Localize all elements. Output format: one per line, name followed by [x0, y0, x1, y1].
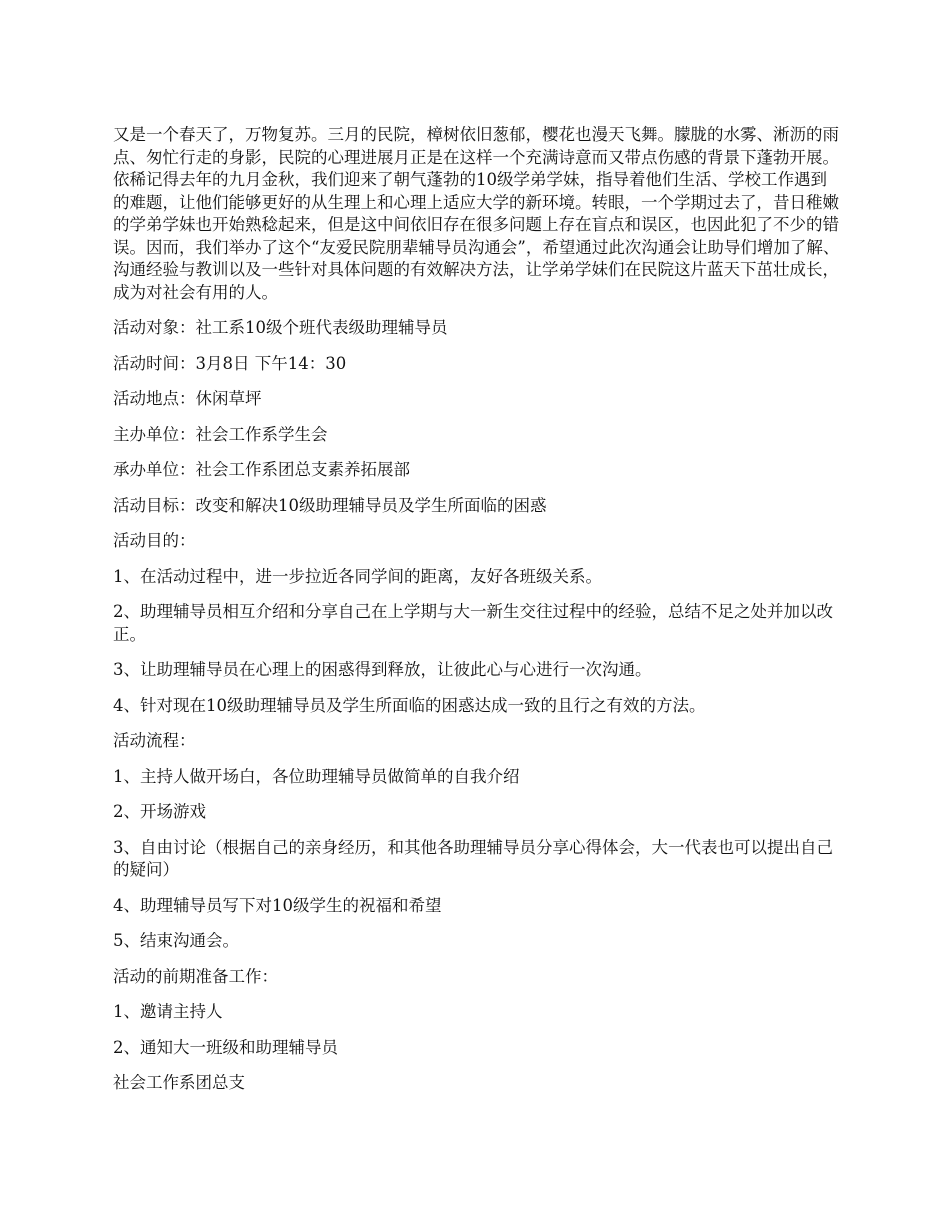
prep-item: 2、通知大一班级和助理辅导员 — [113, 1037, 338, 1057]
flow-item: 4、助理辅导员写下对10级学生的祝福和希望 — [113, 895, 442, 915]
prep-heading: 活动的前期准备工作： — [113, 966, 278, 986]
prep-item: 1、邀请主持人 — [113, 1002, 223, 1021]
purpose-item: 4、针对现在10级助理辅导员及学生所面临的困惑达成一致的且行之有效的方法。 — [113, 695, 706, 715]
flow-item: 5、结束沟通会。 — [113, 931, 239, 950]
activity-goal: 活动目标：改变和解决10级助理辅导员及学生所面临的困惑 — [113, 495, 547, 515]
organizer-unit: 承办单位：社会工作系团总支素养拓展部 — [113, 460, 410, 479]
document-body — [113, 124, 841, 1108]
purpose-heading: 活动目的： — [113, 531, 196, 550]
signature: 社会工作系团总支 — [113, 1073, 245, 1092]
activity-target: 活动对象：社工系10级个班代表级助理辅导员 — [113, 318, 448, 337]
flow-item: 2、开场游戏 — [113, 802, 206, 821]
flow-heading: 活动流程： — [113, 731, 196, 750]
host-unit: 主办单位：社会工作系学生会 — [113, 424, 328, 444]
intro-paragraph: 又是一个春天了，万物复苏。三月的民院，樟树依旧葱郁，樱花也漫天飞舞。朦胧的水雾、淅沥的雨点、匆忙行走的身影，民院的心理进展月正是在这样一个充满诗意而又带点伤感的背景下蓬勃开展。依稀记得去年的九月金秋，我们迎来了朝气蓬勃的10级学弟学妹，指导着他们生活、学校工作遇到的难题，让他们能够更好的从生理上和心理上适应大学的新环境。转眼，一个学期过去了，昔日稚嫩的学弟学妹也开始熟稔起来，但是这中间依旧存在很多问题上存在盲点和误区，也因此犯了不少的错误。因而，我们举办了这个“友爱民院朋辈辅导员沟通会”，希望通过此次沟通会让助导们增加了解、沟通经验与教训以及一些针对具体问题的有效解决方法，让学弟学妹们在民院这片蓝天下茁壮成长，成为对社会有用的人。 — [113, 125, 840, 302]
flow-item: 1、主持人做开场白，各位助理辅导员做简单的自我介绍 — [113, 766, 520, 786]
purpose-item: 2、助理辅导员相互介绍和分享自己在上学期与大一新生交往过程中的经验，总结不足之处并加以改正。 — [113, 602, 833, 644]
activity-time: 活动时间：3月8日 下午14：30 — [113, 353, 347, 373]
flow-item: 3、自由讨论（根据自己的亲身经历，和其他各助理辅导员分享心得体会，大一代表也可以提出自己的疑问） — [113, 837, 833, 879]
purpose-item: 1、在活动过程中，进一步拉近各同学间的距离，友好各班级关系。 — [113, 566, 602, 586]
activity-place: 活动地点：休闲草坪 — [113, 389, 262, 408]
purpose-item: 3、让助理辅导员在心理上的困惑得到释放，让彼此心与心进行一次沟通。 — [113, 660, 652, 679]
